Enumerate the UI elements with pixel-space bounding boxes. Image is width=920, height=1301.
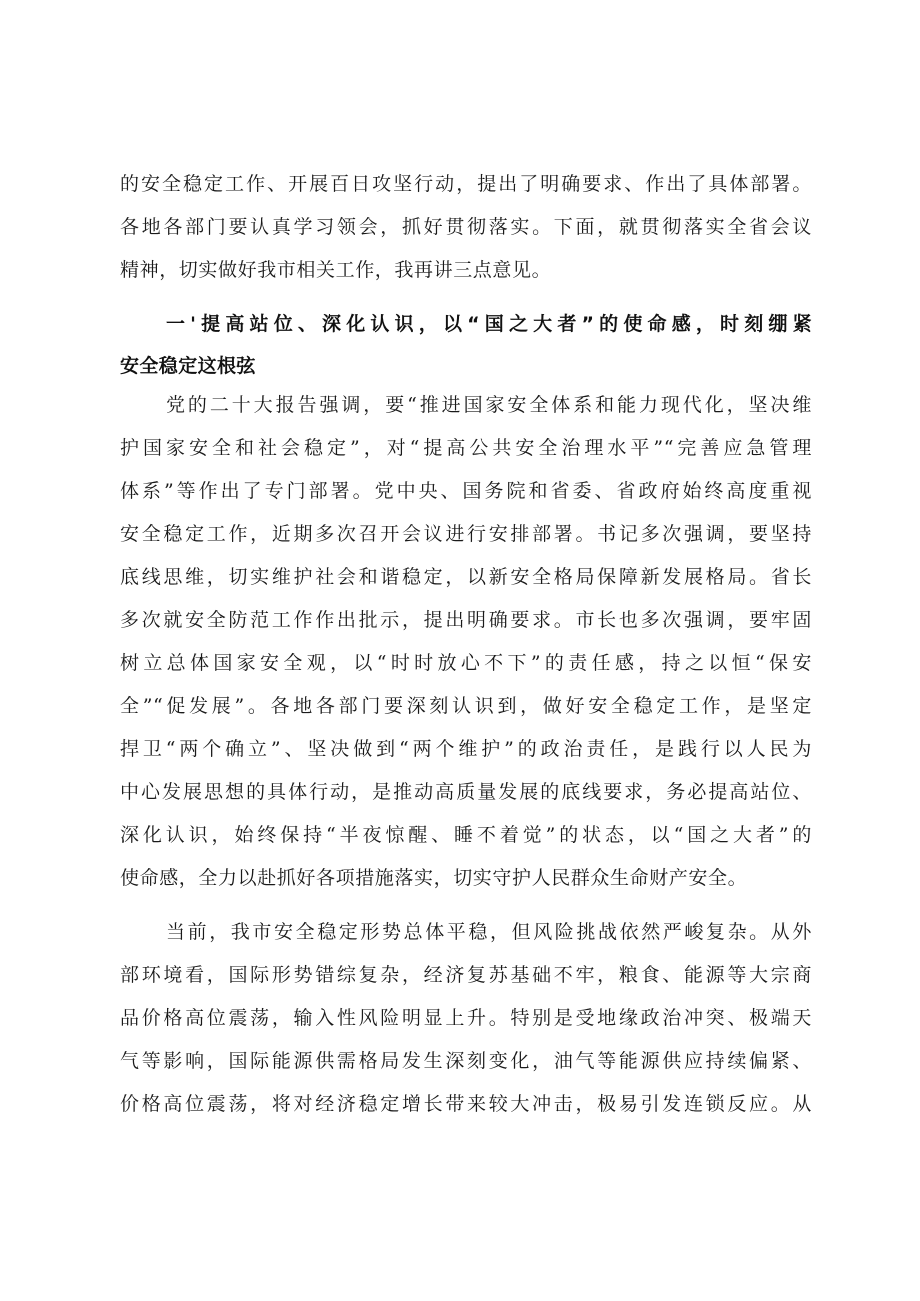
heading-line: 安全稳定这根弦 [120, 355, 256, 377]
heading-line: 一'提高站位、深化认识，以“国之大者”的使命感，时刻绷紧 [166, 313, 812, 335]
text-line: 党的二十大报告强调，要“推进国家安全体系和能力现代化，坚决维 [166, 394, 812, 416]
text-line: 气等影响，国际能源供需格局发生深刻变化，油气等能源供应持续偏紧、 [120, 1050, 812, 1072]
text-line: 使命感，全力以赴抓好各项措施落实，切实守护人民群众生命财产安全。 [120, 867, 748, 889]
text-line: 安全稳定工作，近期多次召开会议进行安排部署。书记多次强调，要坚持 [120, 523, 812, 545]
text-line: 体系”等作出了专门部署。党中央、国务院和省委、省政府始终高度重视 [120, 480, 812, 502]
text-line: 当前，我市安全稳定形势总体平稳，但风险挑战依然严峻复杂。从外 [166, 921, 812, 943]
text-line: 中心发展思想的具体行动，是推动高质量发展的底线要求，务必提高站位、 [120, 781, 812, 803]
text-line: 的安全稳定工作、开展百日攻坚行动，提出了明确要求、作出了具体部署。 [120, 173, 812, 195]
text-line: 部环境看，国际形势错综复杂，经济复苏基础不牢，粮食、能源等大宗商 [120, 964, 812, 986]
text-line: 底线思维，切实维护社会和谐稳定，以新安全格局保障新发展格局。省长 [120, 566, 812, 588]
text-line: 全”“促发展”。各地各部门要深刻认识到，做好安全稳定工作，是坚定 [120, 695, 812, 717]
text-line: 护国家安全和社会稳定”，对“提高公共安全治理水平”“完善应急管理 [120, 437, 812, 459]
text-line: 品价格高位震荡，输入性风险明显上升。特别是受地缘政治冲突、极端天 [120, 1007, 812, 1029]
text-line: 各地各部门要认真学习领会，抓好贯彻落实。下面，就贯彻落实全省会议 [120, 216, 812, 238]
text-line: 树立总体国家安全观，以“时时放心不下”的责任感，持之以恒“保安 [120, 652, 812, 674]
text-line: 多次就安全防范工作作出批示，提出明确要求。市长也多次强调，要牢固 [120, 609, 812, 631]
text-line: 精神，切实做好我市相关工作，我再讲三点意见。 [120, 259, 552, 281]
text-line: 深化认识，始终保持“半夜惊醒、睡不着觉”的状态，以“国之大者”的 [120, 824, 812, 846]
text-line: 价格高位震荡，将对经济稳定增长带来较大冲击，极易引发连锁反应。从 [120, 1093, 812, 1115]
text-line: 捍卫“两个确立”、坚决做到“两个维护”的政治责任，是践行以人民为 [120, 738, 812, 760]
